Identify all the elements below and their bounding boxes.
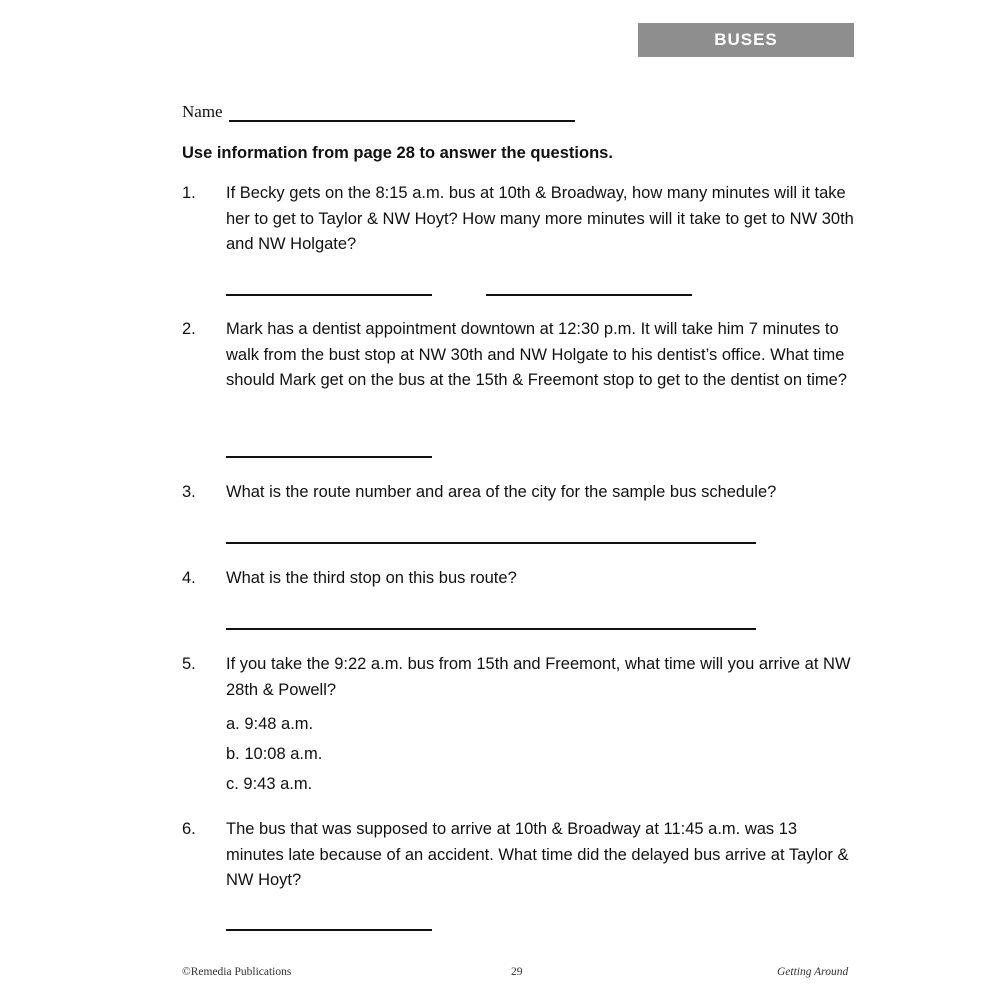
name-label: Name (182, 102, 223, 121)
question-text: What is the third stop on this bus route? (226, 569, 517, 587)
option-b[interactable]: b. 10:08 a.m. (226, 745, 323, 763)
question-number: 1. (182, 184, 196, 202)
answer-line-3[interactable] (226, 542, 756, 544)
question-4 (182, 566, 862, 594)
section-tab-label: BUSES (714, 30, 778, 49)
name-row (182, 102, 575, 122)
answer-line-2[interactable] (226, 456, 432, 458)
name-answer-line[interactable] (229, 102, 575, 122)
question-number: 5. (182, 655, 196, 673)
question-2 (182, 317, 862, 421)
question-text: If you take the 9:22 a.m. bus from 15th and Freemont, what time will you arrive at NW 28th & Powell? (226, 655, 851, 699)
answer-line-6[interactable] (226, 929, 432, 931)
question-number: 2. (182, 320, 196, 338)
footer-book-title: Getting Around (777, 966, 849, 978)
footer-publisher: ©Remedia Publications (182, 966, 292, 978)
question-3 (182, 480, 862, 508)
question-text: What is the route number and area of the city for the sample bus schedule? (226, 483, 777, 501)
instructions: Use information from page 28 to answer the questions. (182, 144, 613, 162)
option-c[interactable]: c. 9:43 a.m. (226, 775, 313, 793)
answer-line-1a[interactable] (226, 294, 432, 296)
question-1 (182, 181, 862, 261)
answer-line-4[interactable] (226, 628, 756, 630)
footer-page-number: 29 (511, 966, 523, 978)
option-a[interactable]: a. 9:48 a.m. (226, 715, 314, 733)
question-text: Mark has a dentist appointment downtown at 12:30 p.m. It will take him 7 minutes to walk from the bust stop at NW 30th and NW Holgate to his dentist’s office. What time should Mark get on the bus at the 15th & Freemont stop to get to the dentist on time? (226, 320, 847, 389)
question-number: 6. (182, 820, 196, 838)
question-text: If Becky gets on the 8:15 a.m. bus at 10th & Broadway, how many minutes will it take her to get to Taylor & NW Hoyt? How many more minutes will it take to get to NW 30th and NW Holgate? (226, 184, 854, 253)
question-6 (182, 817, 862, 897)
answer-line-1b[interactable] (486, 294, 692, 296)
question-text: The bus that was supposed to arrive at 10th & Broadway at 11:45 a.m. was 13 minutes late because of an accident. What time did the delayed bus arrive at Taylor & NW Hoyt? (226, 820, 849, 889)
question-number: 4. (182, 569, 196, 587)
section-tab (638, 23, 854, 57)
question-number: 3. (182, 483, 196, 501)
question-5 (182, 652, 862, 706)
